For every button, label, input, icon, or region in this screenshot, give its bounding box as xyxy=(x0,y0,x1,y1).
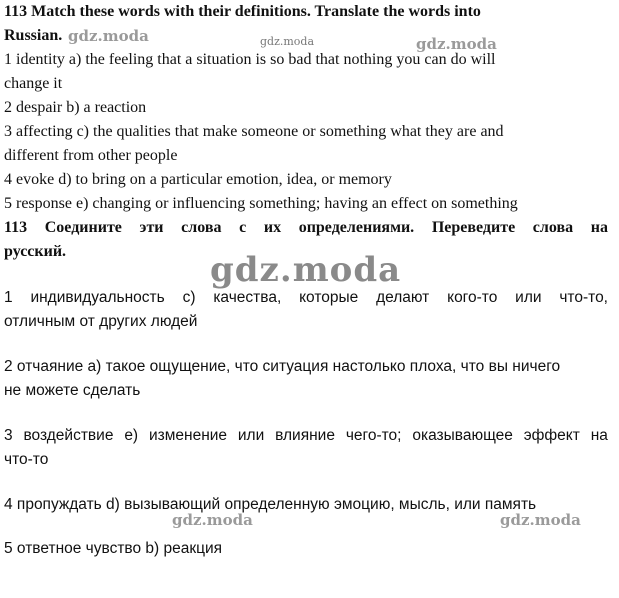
english-heading-line2: Russian. xyxy=(4,27,63,44)
russian-item-3-word: изменение xyxy=(148,427,228,444)
russian-item-3-line1 xyxy=(4,424,608,448)
russian-item-1-word: 1 xyxy=(4,289,13,306)
russian-item-1-line2: отличным от других людей xyxy=(4,313,198,330)
russian-item-1-word: качества, xyxy=(213,289,282,306)
russian-item-1-word: которые xyxy=(299,289,359,306)
watermark-1: gdz.moda xyxy=(68,27,149,45)
russian-heading-line2: русский. xyxy=(4,243,67,260)
russian-heading-word: Соедините xyxy=(44,219,122,236)
russian-heading-word: слова xyxy=(181,219,222,236)
russian-item-2-line2: не можете сделать xyxy=(4,382,141,399)
russian-item-2-line1: 2 отчаяние a) такое ощущение, что ситуация настолько плоха, что вы ничего xyxy=(4,358,561,375)
english-item-1-line2: change it xyxy=(4,75,63,92)
english-item-4: 4 evoke d) to bring on a particular emotion, idea, or memory xyxy=(4,171,392,188)
watermark-3: gdz.moda xyxy=(416,35,497,53)
russian-item-3-word: 3 xyxy=(4,427,13,444)
english-item-5: 5 response e) changing or influencing something; having an effect on something xyxy=(4,195,518,212)
watermark-big: gdz.moda xyxy=(210,250,402,290)
watermark-5: gdz.moda xyxy=(500,511,581,529)
russian-heading-word: их xyxy=(263,219,282,236)
russian-item-3-word: на xyxy=(590,427,608,444)
russian-item-3-word: эффект xyxy=(523,427,580,444)
watermark-2: gdz.moda xyxy=(260,35,315,48)
russian-item-1-word: c) xyxy=(182,289,196,306)
russian-heading-word: 113 xyxy=(4,219,28,236)
english-item-2: 2 despair b) a reaction xyxy=(4,99,147,116)
russian-item-4: 4 пропуждать d) вызывающий определенную эмоцию, мысль, или память xyxy=(4,496,537,513)
russian-item-3-word: влияние xyxy=(275,427,335,444)
russian-heading-word: эти xyxy=(139,219,164,236)
english-heading-line1: 113 Match these words with their definitions. Translate the words into xyxy=(4,3,481,20)
russian-item-5: 5 ответное чувство b) реакция xyxy=(4,540,223,557)
russian-item-3-word: оказывающее xyxy=(412,427,513,444)
russian-heading-word: с xyxy=(239,219,247,236)
russian-heading-word: Переведите xyxy=(431,219,516,236)
english-item-3-line2: different from other people xyxy=(4,147,178,164)
russian-item-3-word: e) xyxy=(124,427,139,444)
russian-item-1-word: или xyxy=(515,289,542,306)
russian-item-1-word: кого-то xyxy=(447,289,498,306)
russian-item-1-word: делают xyxy=(376,289,430,306)
russian-item-1-word: что-то, xyxy=(559,289,608,306)
watermark-4: gdz.moda xyxy=(172,511,253,529)
russian-heading-line1 xyxy=(4,216,608,240)
english-item-3-line1: 3 affecting c) the qualities that make someone or something what they are and xyxy=(4,123,504,140)
russian-item-1-word: индивидуальность xyxy=(30,289,165,306)
russian-heading-word: на xyxy=(590,219,608,236)
russian-heading-word: слова xyxy=(532,219,574,236)
russian-item-3-word: чего-то; xyxy=(345,427,402,444)
english-item-1-line1: 1 identity a) the feeling that a situation is so bad that nothing you can do will xyxy=(4,51,496,68)
russian-item-3-word: или xyxy=(237,427,265,444)
russian-heading-word: определениями. xyxy=(298,219,415,236)
russian-item-3-word: воздействие xyxy=(23,427,114,444)
russian-item-3-line2: что-то xyxy=(4,451,49,468)
